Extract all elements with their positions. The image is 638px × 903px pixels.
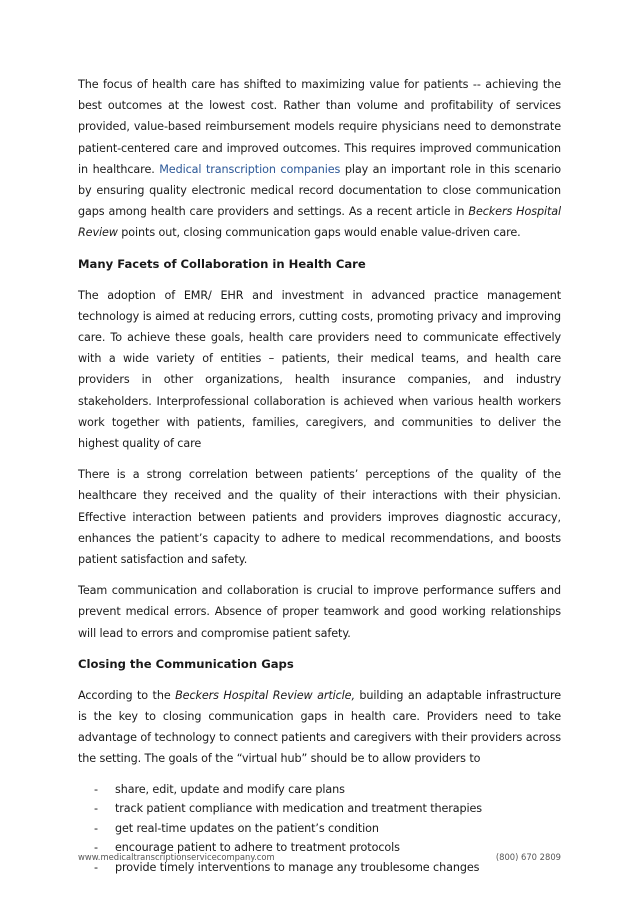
beckers-article-citation: Beckers Hospital Review article,	[175, 688, 355, 702]
heading-collaboration: Many Facets of Collaboration in Health Care	[78, 256, 366, 271]
intro-text-1: The focus of health care has shifted to maximizing value for patients -- achieving the best outcomes at the lowest cost. Rather than volume and profitability of services provided, value-based reimbursement models require physicians need to demonstrate patient-centered care and improved outcomes. This requires improved communication in healthcare.	[78, 78, 561, 176]
footer-phone: (800) 670 2809	[495, 852, 561, 862]
medical-transcription-companies-link[interactable]: Medical transcription companies	[159, 162, 341, 176]
bullet-marker: -	[94, 782, 98, 796]
list-item-text: get real-time updates on the patient’s condition	[115, 821, 379, 835]
virtual-hub-text-1: According to the	[78, 688, 176, 702]
footer-website-link[interactable]: www.medicaltranscriptionservicecompany.com	[78, 852, 275, 862]
bullet-marker: -	[94, 841, 98, 855]
paragraph-team-communication: Team communication and collaboration is crucial to improve performance suffers and prevent medical errors. Absence of proper teamwork and good working relationships will lead to errors and compromise patient safety.	[78, 584, 561, 640]
heading-closing-gaps: Closing the Communication Gaps	[78, 656, 294, 671]
list-item	[78, 780, 561, 800]
paragraph-intro	[78, 74, 561, 244]
list-item-text: share, edit, update and modify care plans	[115, 782, 345, 796]
paragraph-emr-adoption: The adoption of EMR/ EHR and investment in advanced practice management technology is aimed at reducing errors, cutting costs, promoting privacy and improving care. To achieve these goals, health care providers need to communicate effectively with a wide variety of entities – patients, their medical teams, and health care providers in other organizations, health insurance companies, and industry stakeholders. Interprofessional collaboration is achieved when various health workers work together with patients, families, caregivers, and communities to deliver the highest quality of care	[78, 288, 561, 451]
beckers-hospital-review-citation: Beckers Hospital Review	[78, 205, 562, 240]
goals-list	[78, 780, 561, 878]
intro-text-3: points out, closing communication gaps would enable value-driven care.	[117, 226, 521, 240]
list-item-text: encourage patient to adhere to treatment protocols	[115, 841, 400, 855]
list-item	[78, 799, 561, 819]
intro-text-2: play an important role in this scenario by ensuring quality electronic medical record documentation to close communication gaps among health care providers and settings. As a recent article in	[78, 162, 561, 219]
document-body	[78, 74, 561, 877]
list-item-text: provide timely interventions to manage any troublesome changes	[115, 860, 480, 874]
bullet-marker: -	[94, 802, 98, 816]
list-item	[78, 819, 561, 839]
list-item-text: track patient compliance with medication and treatment therapies	[115, 802, 483, 816]
bullet-marker: -	[94, 821, 98, 835]
virtual-hub-text-2: building an adaptable infrastructure is the key to closing communication gaps in health care. Providers need to take advantage of technology to connect patients and caregivers with their providers across the setting. The goals of the “virtual hub” should be to allow providers to	[78, 688, 561, 766]
paragraph-virtual-hub	[78, 685, 561, 770]
bullet-marker: -	[94, 860, 98, 874]
paragraph-correlation: There is a strong correlation between patients’ perceptions of the quality of the healthcare they received and the quality of their interactions with their physician. Effective interaction between patients and providers improves diagnostic accuracy, enhances the patient’s capacity to adhere to medical recommendations, and boosts patient satisfaction and safety.	[78, 468, 561, 567]
page-footer	[78, 852, 561, 862]
